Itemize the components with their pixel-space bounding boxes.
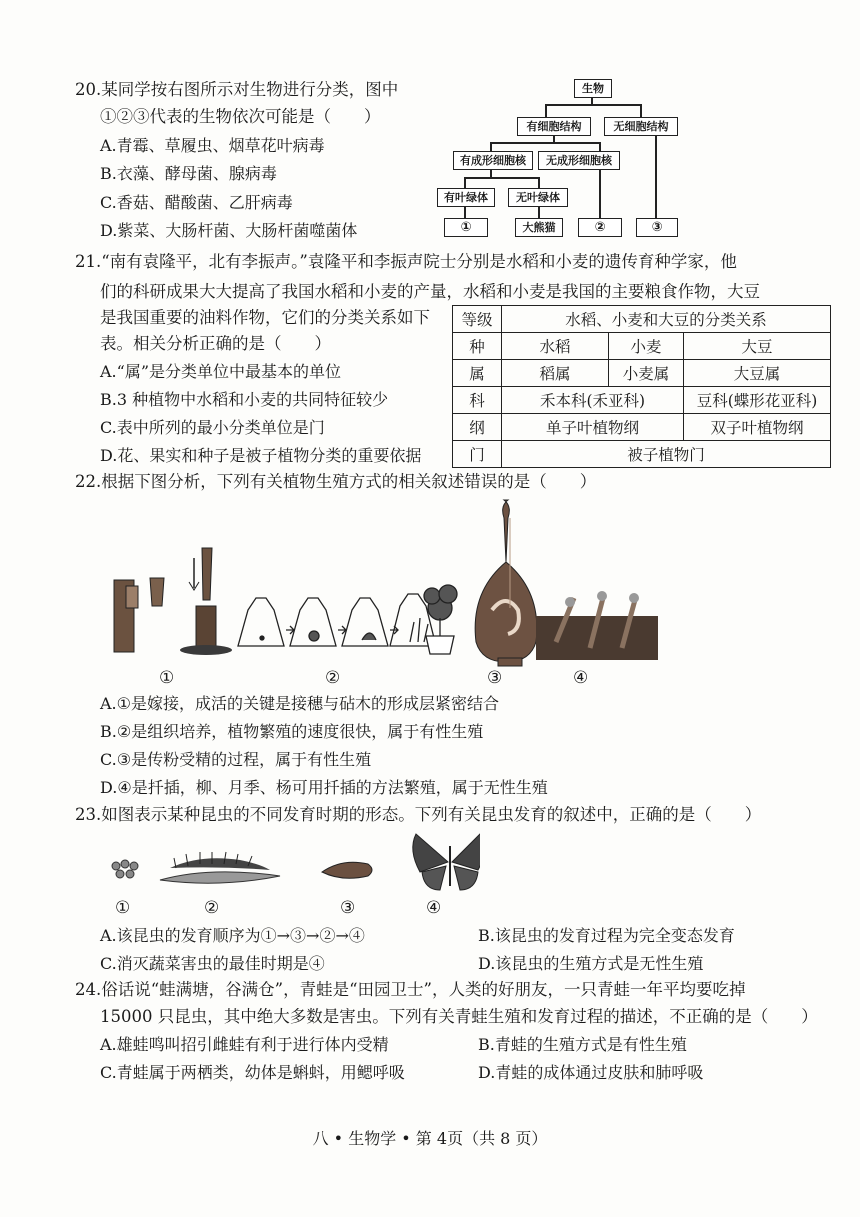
node-no-cell-structure: 无细胞结构 <box>604 117 678 136</box>
leaf-panda: 大熊猫 <box>515 218 563 237</box>
table-row <box>453 387 831 414</box>
table-cell: 大豆属 <box>684 360 831 387</box>
q21-option-a: A.“属”是分类单位中最基本的单位 <box>100 362 342 381</box>
cutting-illustration <box>536 591 658 660</box>
table-cell: 小麦 <box>609 333 684 360</box>
table-row <box>453 306 831 333</box>
q21-option-c: C.表中所列的最小分类单位是门 <box>100 418 325 437</box>
q23-option-d: D.该昆虫的生殖方式是无性生殖 <box>478 954 704 973</box>
q23-option-b: B.该昆虫的发育过程为完全变态发育 <box>478 926 735 945</box>
q20-option-d: D.紫菜、大肠杆菌、大肠杆菌噬菌体 <box>100 221 358 240</box>
q23-option-a: A.该昆虫的发育顺序为①→③→②→④ <box>100 926 365 945</box>
table-cell: 纲 <box>453 414 502 441</box>
q20-option-b: B.衣藻、酵母菌、腺病毒 <box>100 164 277 183</box>
connector <box>545 104 547 118</box>
table-cell: 水稻、小麦和大豆的分类关系 <box>502 306 831 333</box>
node-chloroplast: 有叶绿体 <box>437 188 495 207</box>
page-footer: 八 • 生物学 • 第 4页（共 8 页） <box>312 1129 548 1148</box>
q22-option-b: B.②是组织培养，植物繁殖的速度很快，属于有性生殖 <box>100 722 484 741</box>
node-cell-structure: 有细胞结构 <box>517 117 591 136</box>
table-cell: 豆科(蝶形花亚科) <box>684 387 831 414</box>
connector <box>545 104 642 106</box>
leaf-2: ② <box>578 218 622 237</box>
q21-line3: 是我国重要的油料作物，它们的分类关系如下 <box>100 308 430 327</box>
q20-option-a: A.青霉、草履虫、烟草花叶病毒 <box>100 136 325 155</box>
table-row <box>453 414 831 441</box>
q24-option-c: C.青蛙属于两栖类，幼体是蝌蚪，用鳃呼吸 <box>100 1063 405 1082</box>
table-cell: 科 <box>453 387 502 414</box>
table-row <box>453 333 831 360</box>
q20-stem-line2: ①②③代表的生物依次可能是（ ） <box>100 107 381 126</box>
q23-option-c: C.消灭蔬菜害虫的最佳时期是④ <box>100 954 325 973</box>
larva-stage <box>160 852 280 883</box>
q20-option-c: C.香菇、醋酸菌、乙肝病毒 <box>100 193 293 212</box>
egg-stage <box>112 860 138 878</box>
connector <box>640 104 642 118</box>
q23-stem: 23.如图表示某种昆虫的不同发育时期的形态。下列有关昆虫发育的叙述中，正确的是（ ） <box>75 805 762 824</box>
q24-line2: 15000 只昆虫，其中绝大多数是害虫。下列有关青蛙生殖和发育过程的描述，不正确的是（ ） <box>100 1007 818 1026</box>
q21-line1: 21.“南有袁隆平，北有李振声。”袁隆平和李振声院士分别是水稻和小麦的遗传育种学家，他 <box>75 252 737 271</box>
q23-label-1: ① <box>115 898 131 918</box>
q22-option-a: A.①是嫁接，成活的关键是接穗与砧木的形成层紧密结合 <box>100 694 499 713</box>
pupa-stage <box>322 862 372 878</box>
tissue-culture-illustration <box>238 585 457 654</box>
table-cell: 双子叶植物纲 <box>684 414 831 441</box>
table-cell: 单子叶植物纲 <box>502 414 684 441</box>
plant-reproduction-figure <box>100 498 660 668</box>
table-cell: 稻属 <box>502 360 609 387</box>
table-cell: 大豆 <box>684 333 831 360</box>
q22-option-d: D.④是扦插，柳、月季、杨可用扦插的方法繁殖，属于无性生殖 <box>100 778 548 797</box>
q20-stem-line1: 20.某同学按右图所示对生物进行分类，图中 <box>75 80 399 99</box>
table-row <box>453 360 831 387</box>
q24-option-a: A.雄蛙鸣叫招引雌蛙有利于进行体内受精 <box>100 1035 389 1054</box>
table-cell: 种 <box>453 333 502 360</box>
q21-line4: 表。相关分析正确的是（ ） <box>100 334 331 353</box>
table-cell: 等级 <box>453 306 502 333</box>
q22-label-2: ② <box>325 668 341 688</box>
q23-label-4: ④ <box>426 898 442 918</box>
table-cell: 门 <box>453 441 502 468</box>
connector <box>599 170 601 219</box>
table-cell: 被子植物门 <box>502 441 831 468</box>
connector <box>464 177 540 179</box>
table-cell: 禾本科(禾亚科) <box>502 387 684 414</box>
grafting-illustration <box>114 548 232 655</box>
table-cell: 小麦属 <box>609 360 684 387</box>
q22-label-3: ③ <box>487 668 503 688</box>
node-nucleus: 有成形细胞核 <box>453 151 533 170</box>
q24-option-d: D.青蛙的成体通过皮肤和肺呼吸 <box>478 1063 704 1082</box>
node-no-nucleus: 无成形细胞核 <box>538 151 620 170</box>
table-cell: 水稻 <box>502 333 609 360</box>
q22-stem: 22.根据下图分析，下列有关植物生殖方式的相关叙述错误的是（ ） <box>75 472 597 491</box>
q21-line2: 们的科研成果大大提高了我国水稻和小麦的产量，水稻和小麦是我国的主要粮食作物，大豆 <box>100 282 760 301</box>
q22-option-c: C.③是传粉受精的过程，属于有性生殖 <box>100 750 372 769</box>
classification-table <box>452 305 831 468</box>
adult-butterfly-stage <box>413 832 480 890</box>
node-no-chloroplast: 无叶绿体 <box>508 188 568 207</box>
connector <box>655 136 657 219</box>
table-cell: 属 <box>453 360 502 387</box>
q21-option-b: B.3 种植物中水稻和小麦的共同特征较少 <box>100 390 389 409</box>
table-row <box>453 441 831 468</box>
q24-line1: 24.俗话说“蛙满塘，谷满仓”，青蛙是“田园卫士”，人类的好朋友，一只青蛙一年平均要吃掉 <box>75 980 746 999</box>
q23-label-2: ② <box>204 898 220 918</box>
leaf-1: ① <box>444 218 488 237</box>
leaf-3: ③ <box>636 218 678 237</box>
q21-option-d: D.花、果实和种子是被子植物分类的重要依据 <box>100 446 422 465</box>
q22-label-1: ① <box>159 668 175 688</box>
insect-development-figure <box>100 828 480 898</box>
connector <box>490 142 601 144</box>
q22-label-4: ④ <box>573 668 589 688</box>
q24-option-b: B.青蛙的生殖方式是有性生殖 <box>478 1035 687 1054</box>
fertilization-illustration <box>475 500 537 666</box>
q23-label-3: ③ <box>340 898 356 918</box>
node-organism: 生物 <box>574 79 612 98</box>
